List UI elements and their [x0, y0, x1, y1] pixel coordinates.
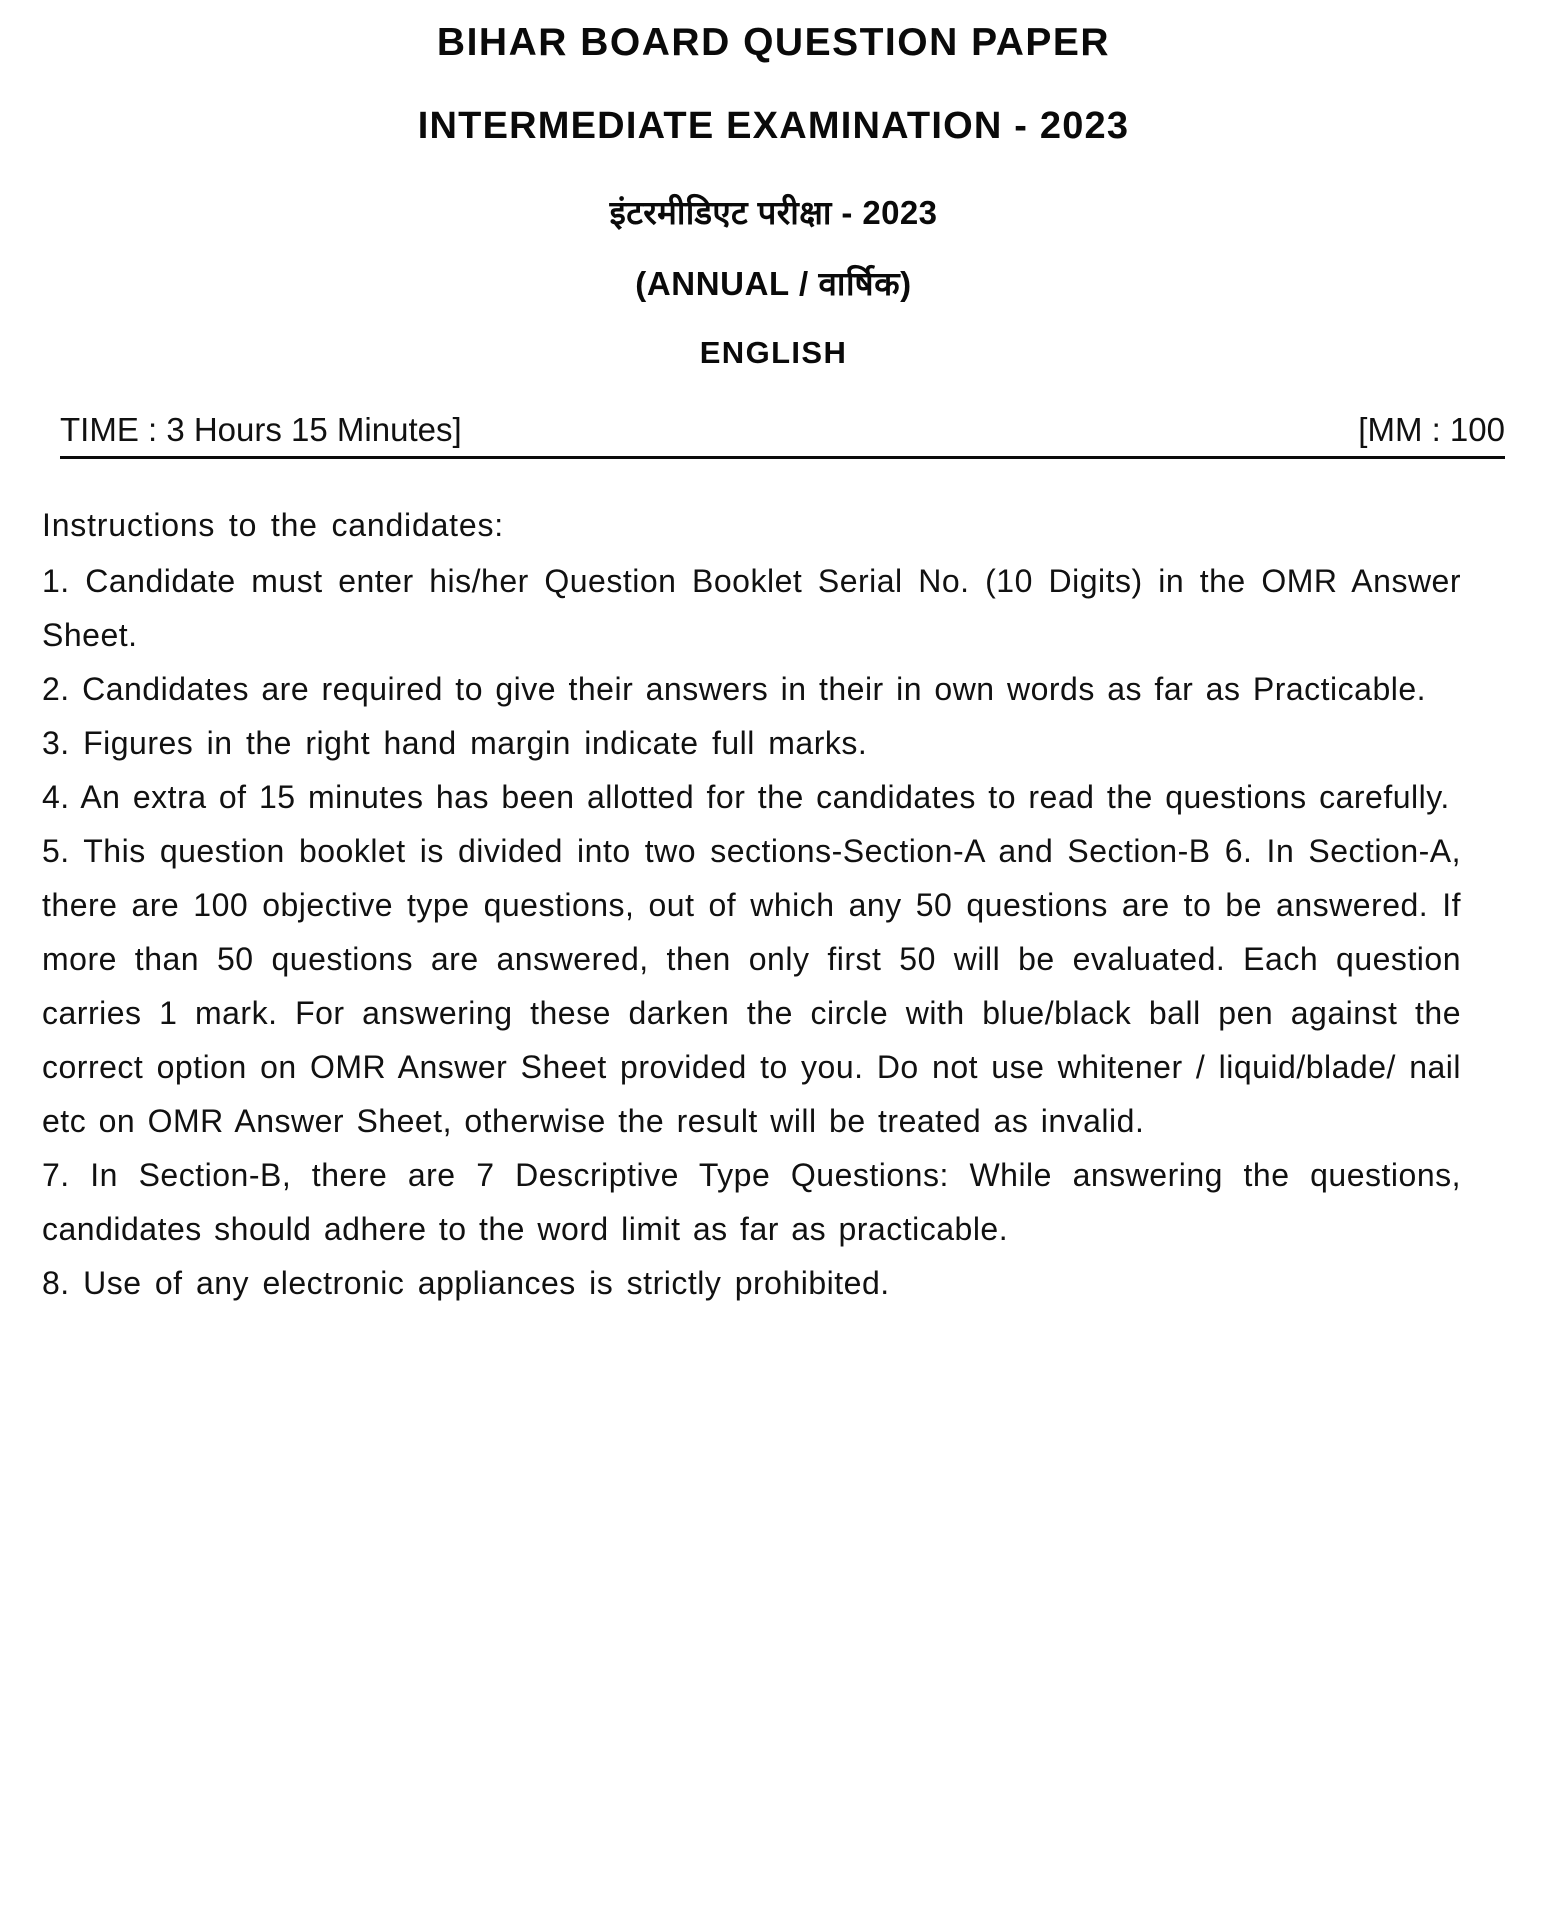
- exam-type: (ANNUAL / वार्षिक): [635, 265, 912, 302]
- instructions-block: [0, 498, 1547, 1310]
- instruction-item-1: 1. Candidate must enter his/her Question Booklet Serial No. (10 Digits) in the OMR Answer Sheet.: [42, 563, 1461, 653]
- board-title: BIHAR BOARD QUESTION PAPER: [436, 21, 1111, 64]
- instruction-item-4: 4. An extra of 15 minutes has been allotted for the candidates to read the questions carefully.: [42, 779, 1450, 815]
- instruction-item-3: 3. Figures in the right hand margin indicate full marks.: [42, 725, 868, 761]
- exam-title-english: INTERMEDIATE EXAMINATION - 2023: [417, 105, 1130, 147]
- exam-title-hindi: इंटरमीडिएट परीक्षा - 2023: [609, 194, 938, 231]
- instructions-heading: Instructions to the candidates:: [42, 507, 504, 543]
- maximum-marks-label: [MM : 100: [1352, 406, 1505, 459]
- time-marks-row: [0, 406, 1547, 462]
- instruction-item-5: 5. This question booklet is divided into two sections-Section-A and Section-B 6. In Section-A, there are 100 objective type questions, out of which any 50 questions are to be answered. If more than 50 questions are answered, then only first 50 will be evaluated. Each question carries 1 mark. For answering these darken the circle with blue/black ball pen against the correct option on OMR Answer Sheet provided to you. Do not use whitener / liquid/blade/ nail etc on OMR Answer Sheet, otherwise the result will be treated as invalid.: [42, 833, 1461, 1139]
- instruction-item-8: 8. Use of any electronic appliances is strictly prohibited.: [42, 1265, 890, 1301]
- subject-title: ENGLISH: [699, 335, 848, 370]
- header-block: [0, 0, 1547, 376]
- instruction-item-2: 2. Candidates are required to give their answers in their in own words as far as Practicable.: [42, 671, 1427, 707]
- instruction-item-7: 7. In Section-B, there are 7 Descriptive Type Questions: While answering the questions, candidates should adhere to the word limit as far as practicable.: [42, 1157, 1461, 1247]
- time-allowed-label: TIME : 3 Hours 15 Minutes]: [60, 406, 462, 459]
